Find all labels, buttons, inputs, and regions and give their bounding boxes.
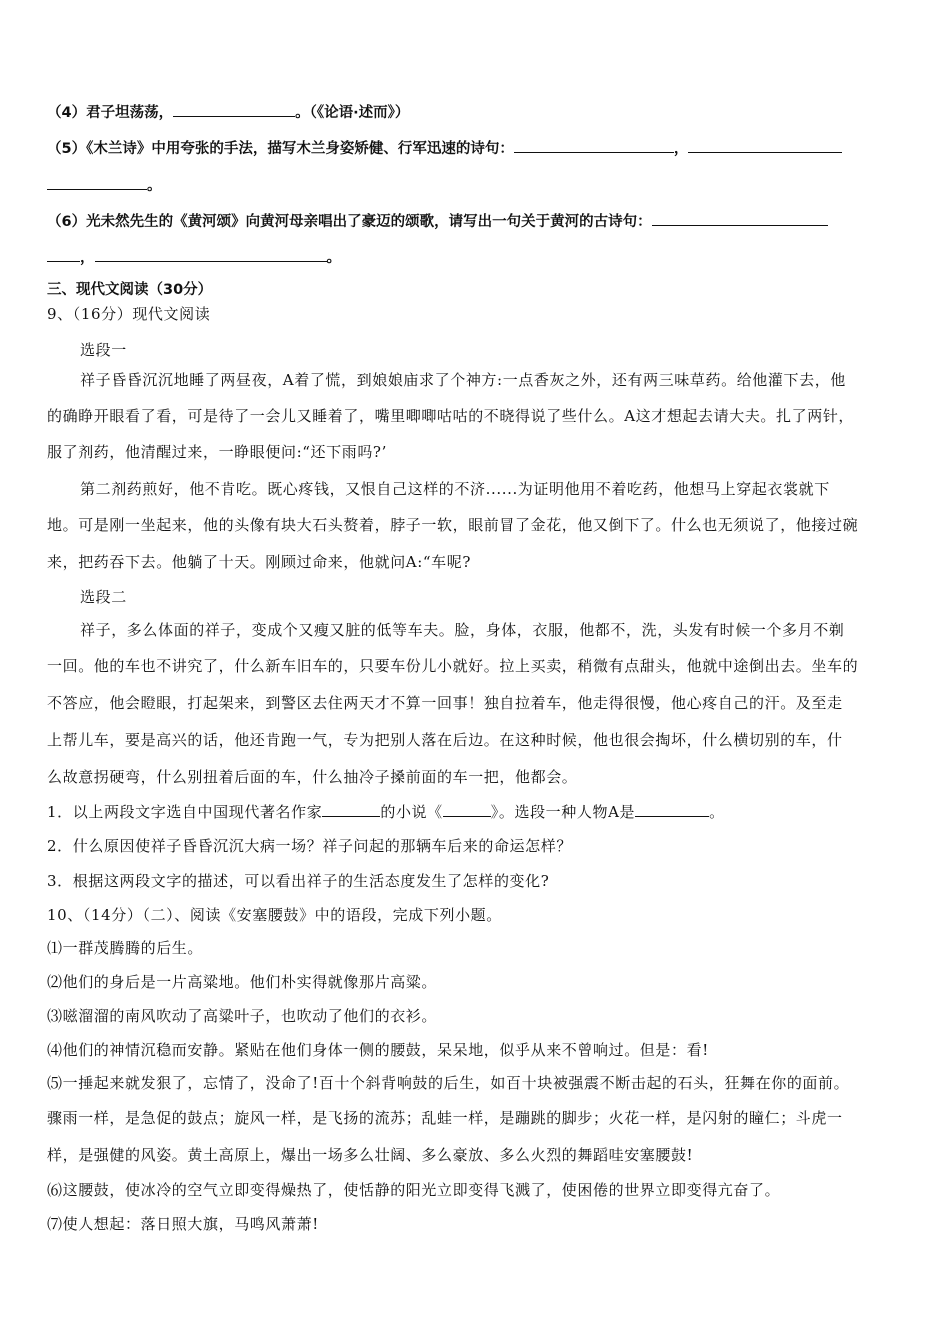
q4-source: 。（《论语·述而》）	[295, 105, 410, 121]
q5-blank-2	[688, 138, 842, 153]
excerpt-1-line: 来，把药吞下去。他躺了十天。刚顾过命来，他就问A:“车呢?	[47, 553, 471, 571]
q10-paragraph: 骤雨一样，是急促的鼓点；旋风一样，是飞扬的流苏；乱蛙一样，是蹦跳的脚步；火花一样，是闪射的瞳仁；斗虎一	[47, 1109, 843, 1127]
question-5-cont	[47, 175, 162, 196]
excerpt-2-line: 一回。他的车也不讲究了，什么新车旧车的，只要车份儿小就好。拉上买卖，稍微有点甜头，他就中途倒出去。坐车的	[47, 657, 859, 675]
q9-title: 9、（16分）现代文阅读	[47, 305, 211, 323]
question-4	[47, 102, 409, 123]
excerpt-1-label: 选段一	[80, 341, 127, 359]
q5-blank-3	[47, 175, 147, 190]
question-6	[47, 211, 828, 232]
q5-blank-1	[514, 138, 674, 153]
q5-text: （5）《木兰诗》中用夸张的手法，描写木兰身姿矫健、行军迅速的诗句：	[47, 141, 514, 157]
q10-title: 10、（14分）（二）、阅读《安塞腰鼓》中的语段，完成下列小题。	[47, 906, 502, 924]
author-blank	[322, 802, 380, 817]
q10-paragraph: ⑴一群茂腾腾的后生。	[47, 939, 204, 957]
q6-comma: ，	[80, 250, 95, 266]
q5-comma: ，	[673, 141, 689, 157]
q9-sub-1-text-c: 》。选段一种人物A是	[490, 803, 636, 821]
q4-text: （4）君子坦荡荡，	[47, 105, 174, 121]
q10-paragraph: ⑺使人想起：落日照大旗，马鸣风萧萧!	[47, 1215, 319, 1233]
excerpt-1-line: 地。可是刚一坐起来，他的头像有块大石头赘着，脖子一软，眼前冒了金花，他又倒下了。什么也无须说了，他接过碗	[47, 516, 859, 534]
excerpt-1-line: 祥子昏昏沉沉地睡了两昼夜，A着了慌，到娘娘庙求了个神方:一点香灰之外，还有两三味草药。给他灌下去，他	[80, 371, 846, 389]
q10-paragraph: ⑶嗞溜溜的南风吹动了高粱叶子，也吹动了他们的衣衫。	[47, 1007, 438, 1025]
question-5	[47, 138, 842, 159]
q6-blank-1	[652, 211, 828, 226]
q10-paragraph: ⑵他们的身后是一片高粱地。他们朴实得就像那片高粱。	[47, 973, 438, 991]
q9-sub-1-text-a: 1．以上两段文字选自中国现代著名作家	[47, 803, 323, 821]
q9-sub-1-text-b: 的小说《	[380, 803, 443, 821]
excerpt-2-line: 上帮儿车，要是高兴的话，他还肯跑一气，专为把别人落在后边。在这种时候，他也很会掏坏，什么横切别的车，什	[47, 731, 843, 749]
excerpt-2-line: 祥子，多么体面的祥子，变成个又瘦又脏的低等车夫。脸，身体，衣服，他都不，洗，头发有时候一个多月不剃	[80, 621, 845, 639]
question-6-cont	[47, 247, 341, 268]
q9-sub-1	[47, 802, 725, 822]
excerpt-2-label: 选段二	[80, 588, 127, 606]
novel-blank	[443, 802, 491, 817]
character-blank	[635, 802, 709, 817]
section-3-heading: 三、现代文阅读（30分）	[47, 282, 213, 298]
q6-end: 。	[326, 250, 341, 266]
q10-paragraph: ⑸一捶起来就发狠了，忘情了，没命了!百十个斜背响鼓的后生，如百十块被强震不断击起的石头，狂舞在你的面前。	[47, 1074, 850, 1092]
q4-blank	[173, 102, 295, 117]
excerpt-1-line: 的确睁开眼看了看，可是待了一会儿又睡着了，嘴里唧唧咕咕的不晓得说了些什么。A这才想起去请大夫。扎了两针，	[47, 407, 855, 425]
q10-paragraph: ⑷他们的神情沉稳而安静。紧贴在他们身体一侧的腰鼓，呆呆地，似乎从来不曾响过。但是：看!	[47, 1041, 709, 1059]
q10-paragraph: 样，是强健的风姿。黄土高原上，爆出一场多么壮阔、多么豪放、多么火烈的舞蹈哇安塞腰鼓!	[47, 1146, 694, 1164]
excerpt-1-line: 服了剂药，他清醒过来，一睁眼便问:“还下雨吗?’	[47, 443, 387, 461]
q10-paragraph: ⑹这腰鼓，使冰冷的空气立即变得燥热了，使恬静的阳光立即变得飞溅了，使困倦的世界立即变得亢奋了。	[47, 1181, 781, 1199]
q6-blank-2	[47, 247, 80, 262]
q9-sub-2: 2．什么原因使祥子昏昏沉沉大病一场？祥子问起的那辆车后来的命运怎样？	[47, 837, 572, 855]
q6-text: （6）光未然先生的《黄河颂》向黄河母亲唱出了豪迈的颂歌，请写出一句关于黄河的古诗句：	[47, 214, 652, 230]
q9-sub-3: 3．根据这两段文字的描述，可以看出祥子的生活态度发生了怎样的变化?	[47, 872, 550, 890]
excerpt-2-line: 么故意拐硬弯，什么别扭着后面的车，什么抽冷子搡前面的车一把，他都会。	[47, 768, 578, 786]
excerpt-1-line: 第二剂药煎好，他不肯吃。既心疼钱，又恨自己这样的不济......为证明他用不着吃药，他想马上穿起衣裳就下	[80, 480, 830, 498]
q5-end: 。	[147, 178, 162, 194]
excerpt-2-line: 不答应，他会瞪眼，打起架来，到警区去住两天才不算一回事！独自拉着车，他走得很慢，他心疼自己的汗。及至走	[47, 694, 843, 712]
q6-blank-3	[95, 247, 327, 262]
q9-sub-1-text-d: 。	[709, 803, 725, 821]
